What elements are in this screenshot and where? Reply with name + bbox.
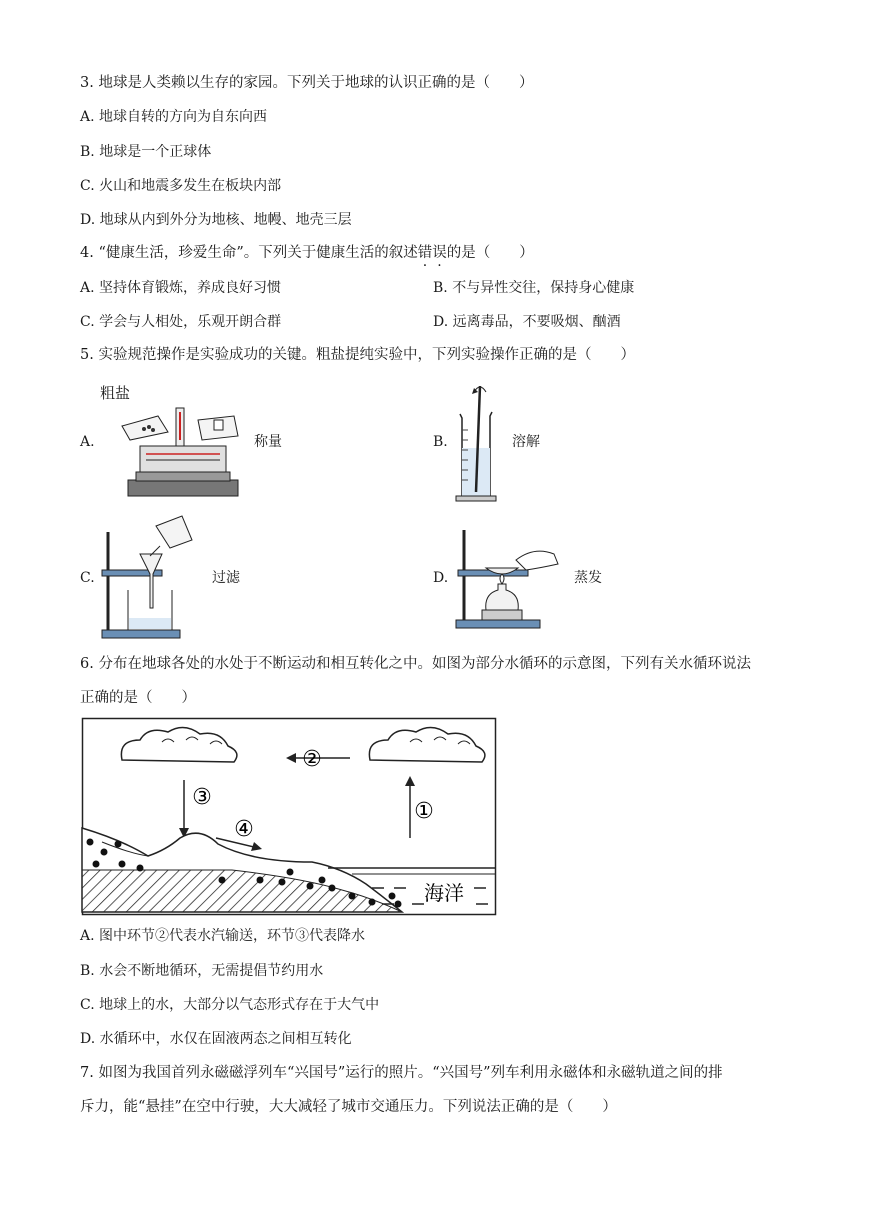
- q5-option-a-letter: A.: [80, 434, 95, 450]
- q5-option-d-letter: D.: [433, 570, 449, 586]
- filtration-figure: [100, 512, 200, 640]
- label-1: ①: [414, 799, 434, 824]
- q5-stem: 5. 实验规范操作是实验成功的关键。粗盐提纯实验中，下列实验操作正确的是（ ）: [80, 347, 635, 363]
- label-3: ③: [192, 785, 212, 810]
- q3-option-b: B. 地球是一个正球体: [80, 144, 212, 160]
- q7-stem-line2: 斥力，能“悬挂”在空中行驶，大大减轻了城市交通压力。下列说法正确的是（ ）: [80, 1099, 617, 1115]
- q5-option-c-label: 过滤: [212, 570, 240, 586]
- q4-option-d: D. 远离毒品，不要吸烟、酗酒: [433, 314, 621, 330]
- q3-option-a: A. 地球自转的方向为自东向西: [80, 109, 268, 125]
- q4-option-c: C. 学会与人相处，乐观开朗合群: [80, 314, 282, 330]
- emphasis-char: 错: [417, 245, 433, 261]
- q3-stem: 3. 地球是人类赖以生存的家园。下列关于地球的认识正确的是（ ）: [80, 75, 534, 91]
- q6-stem-line2: 正确的是（ ）: [80, 690, 196, 706]
- q5-option-b-label: 溶解: [512, 434, 540, 450]
- q4-option-a: A. 坚持体育锻炼，养成良好习惯: [80, 280, 282, 296]
- q6-option-a: A. 图中环节②代表水汽输送，环节③代表降水: [80, 928, 366, 944]
- q6-stem-line1: 6. 分布在地球各处的水处于不断运动和相互转化之中。如图为部分水循环的示意图，下列有关水循环说法: [80, 656, 751, 672]
- q6-option-d: D. 水循环中，水仅在固液两态之间相互转化: [80, 1031, 352, 1047]
- q4-option-b: B. 不与异性交往，保持身心健康: [433, 280, 635, 296]
- balance-weighing-figure: [118, 398, 246, 498]
- q3-option-d: D. 地球从内到外分为地核、地幔、地壳三层: [80, 212, 352, 228]
- q5-option-d-label: 蒸发: [574, 570, 602, 586]
- label-2: ②: [302, 747, 322, 772]
- evaporation-figure: [454, 524, 562, 630]
- crude-salt-tag: 粗盐: [100, 384, 131, 402]
- q5-option-b-letter: B.: [433, 434, 448, 450]
- q6-option-b: B. 水会不断地循环，无需提倡节约用水: [80, 963, 324, 979]
- graduated-cylinder-figure: [452, 380, 500, 504]
- q7-stem-line1: 7. 如图为我国首列永磁磁浮列车“兴国号”运行的照片。“兴国号”列车利用永磁体和永磁轨道之间的排: [80, 1065, 723, 1081]
- q6-option-c: C. 地球上的水，大部分以气态形式存在于大气中: [80, 997, 380, 1013]
- q4-stem: 4. “健康生活，珍爱生命”。下列关于健康生活的叙述错误的是（ ）: [80, 245, 534, 261]
- label-ocean: 海洋: [424, 881, 464, 905]
- emphasis-char: 误: [432, 245, 447, 261]
- q5-option-a-label: 称量: [254, 434, 282, 450]
- label-4: ④: [234, 817, 254, 842]
- q3-option-c: C. 火山和地震多发生在板块内部: [80, 178, 282, 194]
- water-cycle-diagram: [82, 718, 496, 915]
- q5-option-c-letter: C.: [80, 570, 95, 586]
